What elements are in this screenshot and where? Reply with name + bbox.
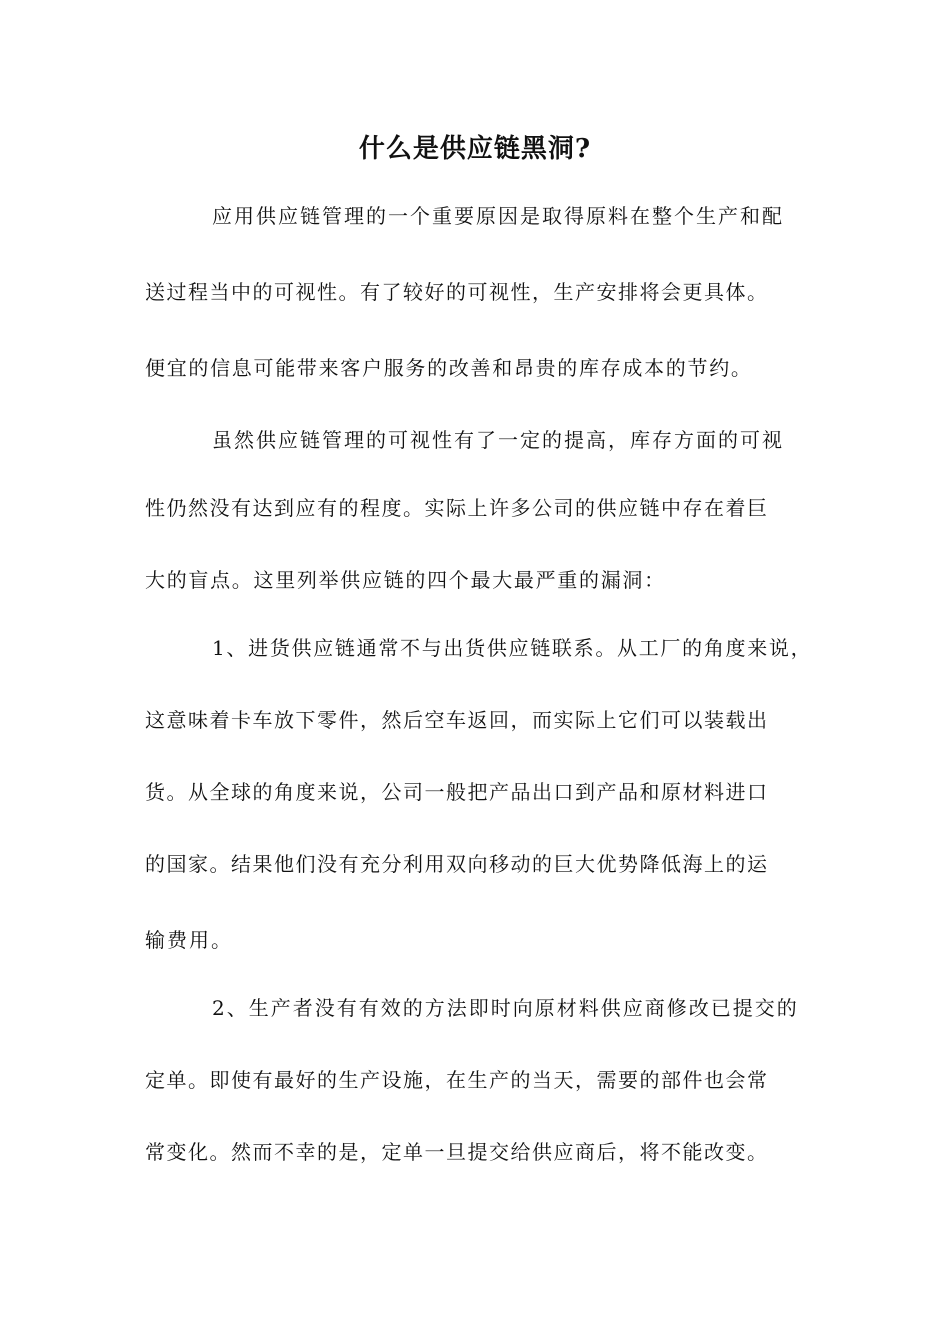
- paragraph-line: 性仍然没有达到应有的程度。实际上许多公司的供应链中存在着巨: [145, 496, 769, 520]
- paragraph-line: 这意味着卡车放下零件，然后空车返回，而实际上它们可以装载出: [145, 708, 769, 732]
- paragraph-line: 输费用。: [145, 928, 233, 952]
- paragraph-line: 便宜的信息可能带来客户服务的改善和昂贵的库存成本的节约。: [145, 356, 753, 380]
- document-title: 什么是供应链黑洞?: [358, 134, 592, 164]
- paragraph-line: 送过程当中的可视性。有了较好的可视性，生产安排将会更具体。: [145, 280, 769, 304]
- paragraph-line: 常变化。然而不幸的是，定单一旦提交给供应商后，将不能改变。: [145, 1140, 769, 1164]
- paragraph-line: 货。从全球的角度来说，公司一般把产品出口到产品和原材料进口: [145, 780, 769, 804]
- paragraph-line: 2、生产者没有有效的方法即时向原材料供应商修改已提交的: [212, 996, 799, 1020]
- paragraph-line: 定单。即使有最好的生产设施，在生产的当天，需要的部件也会常: [145, 1068, 769, 1092]
- paragraph-line: 应用供应链管理的一个重要原因是取得原料在整个生产和配: [212, 204, 784, 228]
- paragraph-line: 虽然供应链管理的可视性有了一定的提高，库存方面的可视: [212, 428, 784, 452]
- paragraph-line: 大的盲点。这里列举供应链的四个最大最严重的漏洞：: [145, 568, 666, 592]
- paragraph-line: 的国家。结果他们没有充分利用双向移动的巨大优势降低海上的运: [145, 852, 769, 876]
- paragraph-line: 1、进货供应链通常不与出货供应链联系。从工厂的角度来说，: [212, 636, 813, 660]
